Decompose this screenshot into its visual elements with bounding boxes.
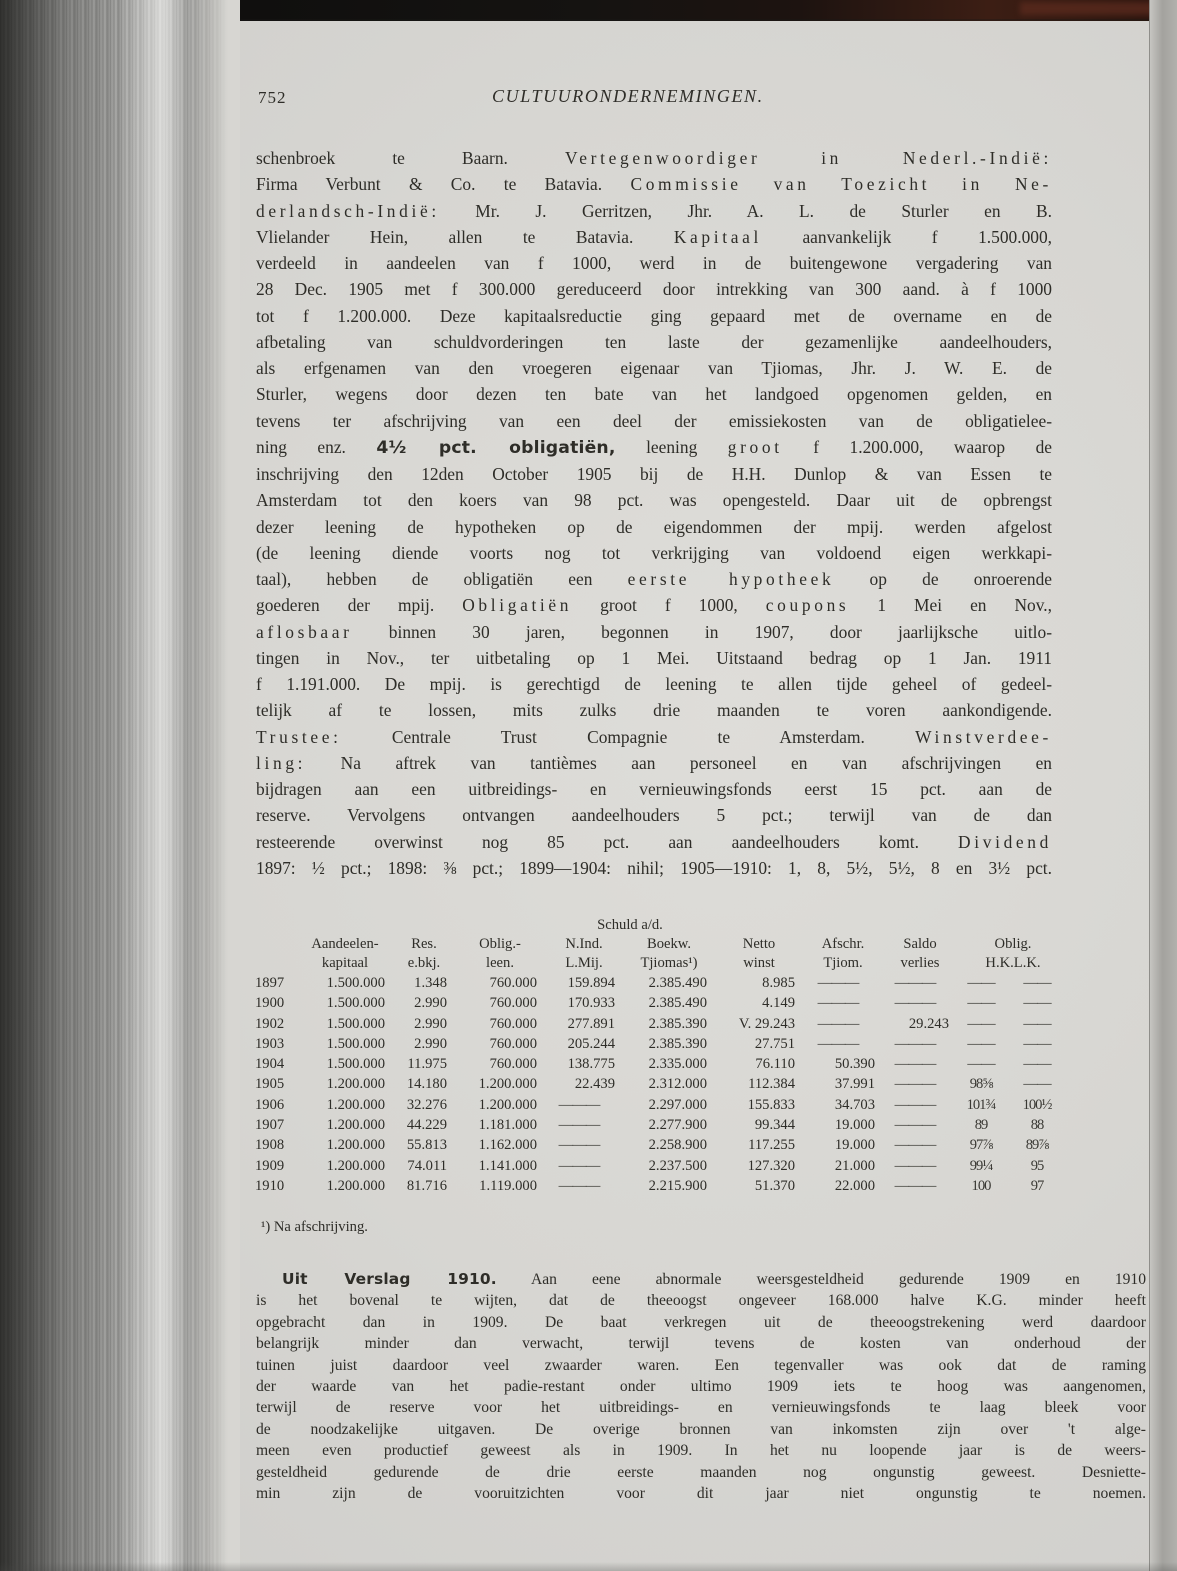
text-run: f 1.191.000. De mpij. is gerechtigd de leening te allen tijde geheel of gedeel- xyxy=(256,674,1052,694)
article-line xyxy=(256,198,1052,224)
table-header-cell: L.Mij. xyxy=(565,955,603,971)
article-line xyxy=(256,250,1052,276)
table-header-cell: Netto xyxy=(742,936,776,952)
letterspaced-run: coupons xyxy=(765,595,850,616)
table-cell: 95 xyxy=(1030,1157,1044,1174)
letterspaced-run: eerste hypotheek xyxy=(627,569,835,589)
table-cell: 99¼ xyxy=(969,1157,993,1174)
table-cell: 27.751 xyxy=(754,1035,795,1052)
table-cell: —— xyxy=(1023,1076,1051,1093)
table-cell: ——— xyxy=(558,1177,600,1194)
table-cell: ——— xyxy=(894,1056,936,1073)
table-header-cell xyxy=(253,954,297,973)
letterspaced-run: groot xyxy=(727,436,783,457)
table-cell: 2.990 xyxy=(414,1035,447,1052)
table-row xyxy=(253,993,1069,1013)
table-cell: 1.200.000 xyxy=(326,1076,385,1093)
table-cell: ——— xyxy=(817,975,859,991)
text-run: binnen 30 jaren, begonnen in 1907, door jaarlijksche uitlo- xyxy=(352,621,1052,642)
article-line xyxy=(256,566,1052,592)
article-line xyxy=(256,592,1052,618)
letterspaced-run: Vertegenwoordiger in Nederl.-Indië: xyxy=(565,148,1052,168)
table-cell: 1.141.000 xyxy=(478,1157,537,1174)
table-cell: 1.200.000 xyxy=(326,1177,385,1194)
table-row xyxy=(253,1095,1069,1115)
table-cell: ——— xyxy=(894,975,936,991)
table-cell: 97⅞ xyxy=(969,1137,993,1154)
letterspaced-run: Obligatiën xyxy=(462,595,573,616)
table-cell: 2.990 xyxy=(414,995,447,1012)
table-cell: ——— xyxy=(817,995,859,1012)
text-run: f 1.200.000, waarop de xyxy=(782,436,1053,457)
table-cell: 1.500.000 xyxy=(326,975,385,991)
table-cell: 100½ xyxy=(1022,1096,1052,1113)
text-run: opgebracht dan in 1909. De baat verkregen uit de theeoogstrekening werd daardoor xyxy=(256,1313,1146,1331)
table-cell: 1.181.000 xyxy=(478,1117,537,1134)
table-header-cell: Afschr. xyxy=(821,936,865,952)
table-cell: 2.990 xyxy=(414,1015,447,1032)
table-cell: —— xyxy=(1023,1056,1051,1073)
year-cell: 1904 xyxy=(255,1056,285,1073)
article-line xyxy=(256,540,1052,566)
table-cell: ——— xyxy=(558,1157,600,1174)
table-cell: 2.297.000 xyxy=(648,1096,707,1113)
report-line xyxy=(256,1440,1146,1461)
table-cell: 277.891 xyxy=(567,1015,615,1032)
article-line xyxy=(256,802,1052,828)
table-cell: 159.894 xyxy=(567,975,615,991)
table-cell: 112.384 xyxy=(748,1076,795,1093)
report-line xyxy=(256,1483,1146,1504)
report-paragraph xyxy=(256,1269,1146,1504)
report-line xyxy=(256,1355,1146,1376)
table-cell: 44.229 xyxy=(406,1117,447,1134)
article-line xyxy=(256,855,1052,881)
table-cell: 1.500.000 xyxy=(326,1056,385,1073)
table-cell: 4.149 xyxy=(762,995,795,1012)
table-cell: ——— xyxy=(894,1117,936,1134)
table-header-cell: Tjiom. xyxy=(823,955,863,971)
table-cell: 127.320 xyxy=(747,1157,795,1174)
table-cell: ——— xyxy=(894,1177,936,1194)
table-cell: 1.162.000 xyxy=(478,1137,537,1154)
table-cell: —— xyxy=(1023,1015,1051,1032)
table-header-cell: Tjiomas¹) xyxy=(640,955,698,971)
year-cell: 1909 xyxy=(255,1157,285,1174)
text-run: terwijl de reserve voor het uitbreidings- en vernieuwingsfonds te laag bleek voor xyxy=(256,1399,1146,1417)
letterspaced-run: Dividend xyxy=(958,831,1052,852)
page-number: 752 xyxy=(258,88,287,107)
table-row xyxy=(253,1014,1069,1034)
table-cell: 51.370 xyxy=(754,1177,795,1194)
table-cell: ——— xyxy=(894,1096,936,1113)
table-cell: 55.813 xyxy=(406,1137,447,1154)
table-cell: 1.500.000 xyxy=(326,1015,385,1032)
article-line xyxy=(256,671,1052,697)
table-header-cell: H.K.L.K. xyxy=(985,955,1041,971)
text-run: bijdragen aan een uitbreidings- en vernieuwingsfonds eerst 15 pct. aan de xyxy=(256,779,1052,799)
table-cell: 14.180 xyxy=(406,1076,447,1093)
text-run: tuinen juist daardoor veel zwaarder waren. Een tegenvaller was ook dat de raming xyxy=(256,1356,1146,1374)
table-cell: —— xyxy=(1023,975,1051,991)
table-cell: ——— xyxy=(894,995,936,1012)
table-cell: ——— xyxy=(894,1157,936,1174)
table-cell: —— xyxy=(967,1035,995,1052)
table-cell: 2.385.490 xyxy=(648,995,707,1012)
running-title: CULTUURONDERNEMINGEN. xyxy=(492,86,764,106)
table-cell: —— xyxy=(967,995,995,1012)
text-run: tingen in Nov., ter uitbetaling op 1 Mei. Uitstaand bedrag op 1 Jan. 1911 xyxy=(256,647,1052,668)
table-cell: 2.312.000 xyxy=(648,1076,707,1093)
table-cell: 2.335.000 xyxy=(648,1056,707,1073)
table-row xyxy=(253,1054,1069,1074)
year-cell: 1902 xyxy=(255,1015,285,1032)
table-cell: 2.385.390 xyxy=(648,1035,707,1052)
table-cell: V. 29.243 xyxy=(738,1015,795,1032)
table-row xyxy=(253,1135,1069,1155)
article-line xyxy=(256,697,1052,723)
table-header-row xyxy=(253,935,1069,954)
table-cell: ——— xyxy=(558,1096,600,1113)
report-line xyxy=(256,1290,1146,1311)
table-cell: 29.243 xyxy=(908,1015,949,1032)
text-run: inschrijving den 12den October 1905 bij de H.H. Dunlop & van Essen te xyxy=(256,464,1052,484)
text-run: reserve. Vervolgens ontvangen aandeelhouders 5 pct.; terwijl van de dan xyxy=(256,805,1052,826)
article-line xyxy=(256,171,1052,197)
article-line xyxy=(256,514,1052,540)
scan-top-right-cover-smudge xyxy=(1020,2,1170,15)
book-binding xyxy=(0,0,240,1571)
table-cell: 34.703 xyxy=(834,1096,875,1113)
text-run: Vlielander Hein, allen te Batavia. xyxy=(256,226,674,247)
text-run: verdeeld in aandeelen van f 1000, werd in de buitengewone vergadering van xyxy=(256,253,1052,273)
report-line xyxy=(256,1376,1146,1397)
table-cell: 2.385.390 xyxy=(648,1015,707,1032)
text-run: taal), hebben de obligatiën een xyxy=(256,569,628,589)
table-cell: 32.276 xyxy=(406,1096,447,1113)
text-run: Amsterdam tot den koers van 98 pct. was opengesteld. Daar uit de opbrengst xyxy=(256,490,1052,511)
article-line xyxy=(256,408,1052,434)
bold-run: 4½ pct. obligatiën, xyxy=(376,437,616,458)
table-cell: 8.985 xyxy=(762,975,795,991)
text-run: 1897: ½ pct.; 1898: ⅜ pct.; 1899—1904: nihil; 1905—1910: 1, 8, 5½, 5½, 8 en 3½ pct. xyxy=(256,857,1052,878)
table-cell: 98⅝ xyxy=(969,1076,993,1093)
table-cell: 155.833 xyxy=(747,1096,795,1113)
letterspaced-run: aflosbaar xyxy=(256,621,353,642)
table-cell: 2.258.900 xyxy=(648,1137,707,1154)
table-cell: 117.255 xyxy=(748,1137,795,1154)
article-line xyxy=(256,487,1052,513)
article-line xyxy=(256,355,1052,381)
text-run: aanvankelijk f 1.500.000, xyxy=(761,226,1052,247)
text-run: schenbroek te Baarn. xyxy=(256,148,566,168)
report-line xyxy=(256,1312,1146,1333)
text-run: der waarde van het padie-restant onder ultimo 1909 iets te hoog was aangenomen, xyxy=(256,1378,1146,1396)
report-line xyxy=(256,1397,1146,1418)
table-cell: 1.200.000 xyxy=(326,1137,385,1154)
year-cell: 1903 xyxy=(255,1035,285,1052)
table-footnote xyxy=(261,1219,368,1236)
article-line xyxy=(256,724,1052,750)
article-line xyxy=(256,329,1052,355)
group-header-cell: Schuld a/d. xyxy=(597,917,663,933)
text-run: belangrijk minder dan verwacht, terwijl tevens de kosten van onderhoud der xyxy=(256,1335,1146,1353)
table-row xyxy=(253,973,1069,993)
table-cell: —— xyxy=(967,1015,995,1032)
table-cell: 1.348 xyxy=(414,975,447,991)
article-line xyxy=(256,619,1052,645)
table-cell: 88 xyxy=(1030,1117,1044,1134)
table-header-cell: Oblig. xyxy=(994,936,1032,952)
table-cell: 760.000 xyxy=(489,975,537,991)
table-cell: 205.244 xyxy=(567,1035,615,1052)
table-header-cell: Oblig.- xyxy=(479,936,521,952)
article-line xyxy=(256,381,1052,407)
text-run: Aan eene abnormale weersgesteldheid gedurende 1909 en 1910 xyxy=(496,1271,1147,1288)
table-cell: ——— xyxy=(894,1035,936,1052)
table-cell: 2.215.900 xyxy=(648,1177,707,1194)
table-cell: —— xyxy=(967,975,995,991)
text-run: Firma Verbunt & Co. te Batavia. xyxy=(256,174,631,195)
table-cell: —— xyxy=(967,1056,995,1073)
table-cell: 37.991 xyxy=(834,1076,875,1093)
table-cell: 2.385.490 xyxy=(648,975,707,991)
table-cell: 1.200.000 xyxy=(326,1117,385,1134)
financial-table-grid xyxy=(253,916,1069,1196)
table-cell: 97 xyxy=(1030,1177,1044,1194)
year-cell: 1900 xyxy=(255,995,285,1012)
table-cell: ——— xyxy=(894,1137,936,1154)
letterspaced-run: ling: xyxy=(256,752,307,773)
letterspaced-run: Trustee: xyxy=(256,726,342,747)
table-cell: 1.119.000 xyxy=(479,1177,537,1194)
table-cell: ——— xyxy=(817,1035,859,1052)
table-row xyxy=(253,1115,1069,1135)
empty-header-cell xyxy=(253,916,545,935)
text-run: is het bovenal te wijten, dat de theeoogst ongeveer 168.000 halve K.G. minder heeft xyxy=(256,1292,1146,1310)
article-line xyxy=(256,750,1052,776)
table-cell: 74.011 xyxy=(407,1157,447,1174)
table-cell: 100 xyxy=(971,1177,991,1194)
text-run: als erfgenamen van den vroegeren eigenaar van Tjiomas, Jhr. J. W. E. de xyxy=(256,358,1052,378)
table-header-cell: Boekw. xyxy=(646,936,692,952)
text-run: Centrale Trust Compagnie te Amsterdam. xyxy=(341,726,916,747)
article-line xyxy=(256,461,1052,487)
bold-run: Uit Verslag 1910. xyxy=(282,1270,497,1288)
article-line xyxy=(256,224,1052,250)
financial-table xyxy=(253,916,1069,1196)
table-row xyxy=(253,1156,1069,1176)
footnote-text: ¹) Na afschrijving. xyxy=(261,1219,368,1235)
table-cell: 50.390 xyxy=(834,1056,875,1073)
table-header-row xyxy=(253,954,1069,973)
table-cell: 22.439 xyxy=(574,1076,615,1093)
table-cell: 1.200.000 xyxy=(326,1096,385,1113)
table-header-cell: kapitaal xyxy=(321,955,369,971)
table-cell: 1.500.000 xyxy=(326,1035,385,1052)
article-line xyxy=(256,145,1052,171)
table-cell: 1.200.000 xyxy=(326,1157,385,1174)
table-cell: 2.237.500 xyxy=(648,1157,707,1174)
table-cell: 2.277.900 xyxy=(648,1117,707,1134)
year-cell: 1897 xyxy=(255,975,285,991)
year-cell: 1908 xyxy=(255,1137,285,1154)
article-line xyxy=(256,276,1052,302)
text-run: resteerende overwinst nog 85 pct. aan aandeelhouders komt. xyxy=(256,831,959,852)
year-cell: 1907 xyxy=(255,1117,285,1134)
table-cell: 22.000 xyxy=(834,1177,875,1194)
table-cell: —— xyxy=(1023,1035,1051,1052)
main-paragraph xyxy=(256,145,1052,881)
report-line xyxy=(256,1333,1146,1354)
page-right-edge xyxy=(1149,0,1177,1571)
text-run: groot f 1000, xyxy=(572,595,766,616)
table-header-cell xyxy=(253,935,297,954)
table-cell: 99.344 xyxy=(754,1117,795,1134)
text-run: ning enz. xyxy=(256,436,377,457)
table-header-cell: verlies xyxy=(900,955,940,971)
year-cell: 1905 xyxy=(255,1076,285,1093)
year-cell: 1910 xyxy=(255,1177,285,1194)
text-run: tot f 1.200.000. Deze kapitaalsreductie ging gepaard met de overname en de xyxy=(256,305,1052,326)
letterspaced-run: Kapitaal xyxy=(673,226,762,247)
text-run: 28 Dec. 1905 met f 300.000 gereduceerd door intrekking van 300 aand. à f 1000 xyxy=(256,279,1052,300)
table-header-cell: e.bkj. xyxy=(407,955,441,971)
text-run: telijk af te lossen, mits zulks drie maanden te voren aankondigende. xyxy=(256,700,1052,721)
table-row xyxy=(253,1034,1069,1054)
table-cell: 19.000 xyxy=(834,1137,875,1154)
table-cell: ——— xyxy=(558,1137,600,1154)
text-run: Sturler, wegens door dezen ten bate van het landgoed opgenomen gelden, en xyxy=(256,384,1052,405)
text-run: tevens ter afschrijving van een deel der emissiekosten van de obligatielee- xyxy=(256,410,1052,431)
table-cell: 1.500.000 xyxy=(326,995,385,1012)
report-line xyxy=(256,1462,1146,1483)
table-cell: —— xyxy=(1023,995,1051,1012)
table-cell: 760.000 xyxy=(489,995,537,1012)
table-cell: ——— xyxy=(817,1015,859,1032)
text-run: Na aftrek van tantièmes aan personeel en van afschrijvingen en xyxy=(306,752,1052,773)
empty-header-cell xyxy=(715,916,1069,935)
table-cell: 89⅞ xyxy=(1025,1137,1049,1154)
article-line xyxy=(256,776,1052,802)
text-run: goederen der mpij. xyxy=(256,595,463,616)
letterspaced-run: Commissie van Toezicht in Ne- xyxy=(630,174,1052,195)
table-cell: 138.775 xyxy=(567,1056,615,1073)
article-line xyxy=(256,645,1052,671)
table-cell: 1.200.000 xyxy=(478,1096,537,1113)
letterspaced-run: Winstverdee- xyxy=(915,726,1052,747)
report-line xyxy=(256,1269,1146,1290)
report-line xyxy=(256,1419,1146,1440)
article-line xyxy=(256,434,1052,461)
text-run: meen even productief geweest als in 1909. In het nu loopende jaar is de weers- xyxy=(256,1442,1146,1460)
table-cell: 101¾ xyxy=(966,1096,996,1113)
text-run: de noodzakelijke uitgaven. De overige bronnen van inkomsten zijn over 't alge- xyxy=(256,1420,1146,1438)
year-cell: 1906 xyxy=(255,1096,285,1113)
page-bottom-shade xyxy=(0,1562,1177,1571)
table-header-cell: winst xyxy=(743,955,775,971)
table-cell: 81.716 xyxy=(406,1177,447,1194)
table-group-header-row xyxy=(253,916,1069,935)
text-run: dezer leening de hypotheken op de eigendommen der mpij. werden afgelost xyxy=(256,516,1052,537)
table-cell: 170.933 xyxy=(567,995,615,1012)
table-header-cell: Saldo xyxy=(903,936,937,952)
article-line xyxy=(256,303,1052,329)
table-cell: 760.000 xyxy=(489,1035,537,1052)
table-row xyxy=(253,1074,1069,1094)
text-run: (de leening diende voorts nog tot verkrijging van voldoend eigen werkkapi- xyxy=(256,542,1052,563)
table-header-cell: Res. xyxy=(411,936,437,952)
table-cell: ——— xyxy=(558,1117,600,1134)
table-header-cell: leen. xyxy=(486,955,514,971)
table-cell: 11.975 xyxy=(407,1056,447,1073)
text-run: 1 Mei en Nov., xyxy=(849,595,1052,616)
table-header-cell: N.Ind. xyxy=(565,936,603,952)
letterspaced-run: derlandsch-Indië: xyxy=(256,200,440,221)
table-cell: 89 xyxy=(974,1117,988,1134)
text-run: gesteldheid gedurende de drie eerste maanden nog ongunstig geweest. Desniette- xyxy=(256,1463,1146,1481)
text-run: leening xyxy=(615,436,728,457)
text-run: Mr. J. Gerritzen, Jhr. A. L. de Sturler en B. xyxy=(439,200,1052,221)
table-cell: 19.000 xyxy=(834,1117,875,1134)
table-cell: 1.200.000 xyxy=(478,1076,537,1093)
text-run: op de onroerende xyxy=(834,569,1052,589)
text-run: min zijn de vooruitzichten voor dit jaar niet ongunstig te noemen. xyxy=(256,1485,1146,1503)
article-line xyxy=(256,829,1052,855)
table-cell: 21.000 xyxy=(834,1157,875,1174)
table-row xyxy=(253,1176,1069,1196)
table-cell: 760.000 xyxy=(489,1015,537,1032)
table-cell: 76.110 xyxy=(755,1056,795,1073)
text-run: afbetaling van schuldvorderingen ten laste der gezamenlijke aandeelhouders, xyxy=(256,331,1052,352)
table-cell: ——— xyxy=(894,1076,936,1093)
table-cell: 760.000 xyxy=(489,1056,537,1073)
table-header-cell: Aandeelen- xyxy=(311,936,379,952)
